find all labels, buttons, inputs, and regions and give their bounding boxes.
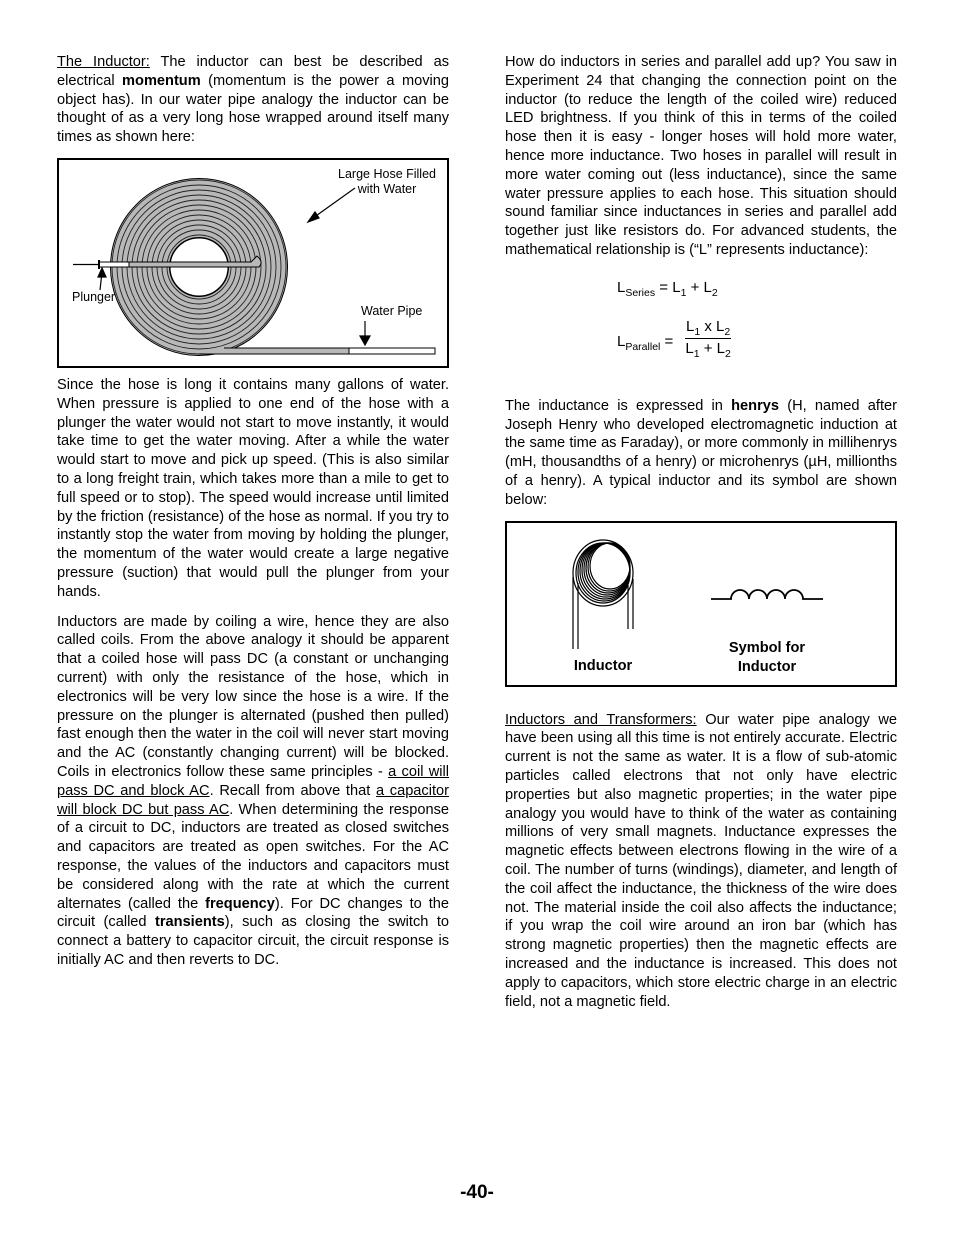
inductor-coil	[573, 540, 633, 606]
hose-arrow-head	[308, 212, 319, 222]
plunger-label: Plunger	[72, 289, 116, 304]
water-pipe-label: Water Pipe	[361, 303, 423, 318]
hose-label: Large Hose Filled with Water	[338, 166, 436, 196]
pipe-arrow-head	[360, 336, 370, 345]
inductor-schematic-symbol	[711, 590, 823, 599]
henrys-paragraph: The inductance is expressed in henrys (H, named after Joseph Henry who developed electromagnetic induction at the same time as Faraday), or more commonly in millihenrys (mH, thousandths of a henry) or microhenrys (µH, millionths of a henry). A typical inductor and its symbol are shown below:	[505, 397, 897, 508]
series-formula: $L_{Series} = L_1 + L_2$	[617, 278, 718, 299]
inductor-heading: The Inductor:	[57, 54, 150, 70]
inductor-symbol-figure	[505, 521, 897, 687]
inductor-intro-paragraph: The Inductor: The inductor can best be described as electrical momentum (momentum is the power a moving object has). In our water pipe analogy the inductor can be thought of as a very long hose wrapped around itself many times as shown here:	[57, 54, 450, 146]
series-parallel-paragraph: How do inductors in series and parallel add up? You saw in Experiment 24 that changing the connection point on the inductor (to reduce the length of the coiled wire) reduced LED brightness. If you think of this in terms of the coiled hose then it is easy - longer hoses will hold more water, hence more inductance. Two hoses in parallel will result in more water coming out (less inductance), since the same water pressure applies to each hose. This situation should sound familiar since inductances in series and parallel add together just like resistors do. For advanced students, the mathematical relationship is (“L” represents inductance):	[505, 54, 897, 258]
fraction-denominator: $L_1 + L_2$	[685, 339, 731, 360]
inductors-transformers-paragraph: Inductors and Transformers: Our water pipe analogy we have been using all this time is not entirely accurate. Electric current is not the same as water. It is a flow of sub-atomic particles called electrons that not only have electric properties but also magnetic properties; in the water pipe analogy you would have to think of the water as containing millions of very small magnets. Inductance expresses the magnetic effects between electrons flowing in the wire of a coil. The number of turns (windings), diameter, and length of the coil affect the inductance, the thickness of the wire does not. The material inside the coil also affects the inductance; if you wrap the coil wire around an iron bar (which has strong magnetic properties) then the magnetic effects are increased and the inductance is increased. This does not apply to capacitors, which store electric charge in an electric field, not a magnetic field.	[505, 711, 898, 1010]
hose-outer-lead	[199, 348, 351, 354]
coils-paragraph: Inductors are made by coiling a wire, hence they are also called coils. From the above analogy it should be apparent that a coiled hose will pass DC (a constant or unchanging current) with only the resistance of the hose, which in electronics will be very low since the hose is a wire. If the pressure on the plunger is alternated (pushed then pulled) fast enough then the water in the coil will never start moving and the AC (constantly changing current) will be blocked. Coils in electronics follow these same principles - a coil will pass DC and block AC. Recall from above that a capacitor will block DC but pass AC. When determining the response of a circuit to DC, inductors are treated as closed switches and capacitors are treated as open switches. For the AC response, the values of the inductors and capacitors must be considered along with the rate at which the current alternates (called the frequency). For DC changes to the circuit (called transients), such as closing the switch to connect a battery to capacitor circuit, the circuit response is initially AC and then reverts to DC.	[57, 613, 449, 968]
left-column	[57, 53, 449, 981]
fraction-numerator: $L_1$ x $L_2$	[686, 317, 731, 338]
plunger-arrow-head	[98, 268, 106, 277]
symbol-label: Symbol for Inductor	[728, 639, 806, 675]
parallel-fraction	[685, 318, 731, 359]
page-number: -40-	[460, 1182, 494, 1203]
water-pipe	[349, 348, 435, 354]
right-column	[505, 53, 897, 1022]
parallel-formula: $L_{Parallel}$ = $\frac{L_1 x L_2}{L_1 + L_2}$	[617, 317, 731, 360]
plunger-pipe	[99, 262, 129, 267]
coiled-hose-figure	[57, 158, 449, 368]
hose-analogy-paragraph: Since the hose is long it contains many gallons of water. When pressure is applied to one end of the hose with a plunger the water would not start to move instantly, it would take time to get the water moving. After a while the water would start to move and pick up speed. (This is also similar to a long freight train, which takes more than a mile to get to full speed or to stop). The speed would increase until limited by the friction (resistance) of the hose as normal. If you try to instantly stop the water from moving by holding the plunger, the momentum of the water would create a large negative pressure (suction) that would pull the plunger from your hands.	[57, 376, 449, 600]
transformers-heading: Inductors and Transformers:	[505, 711, 697, 728]
inductor-label: Inductor	[573, 657, 633, 674]
